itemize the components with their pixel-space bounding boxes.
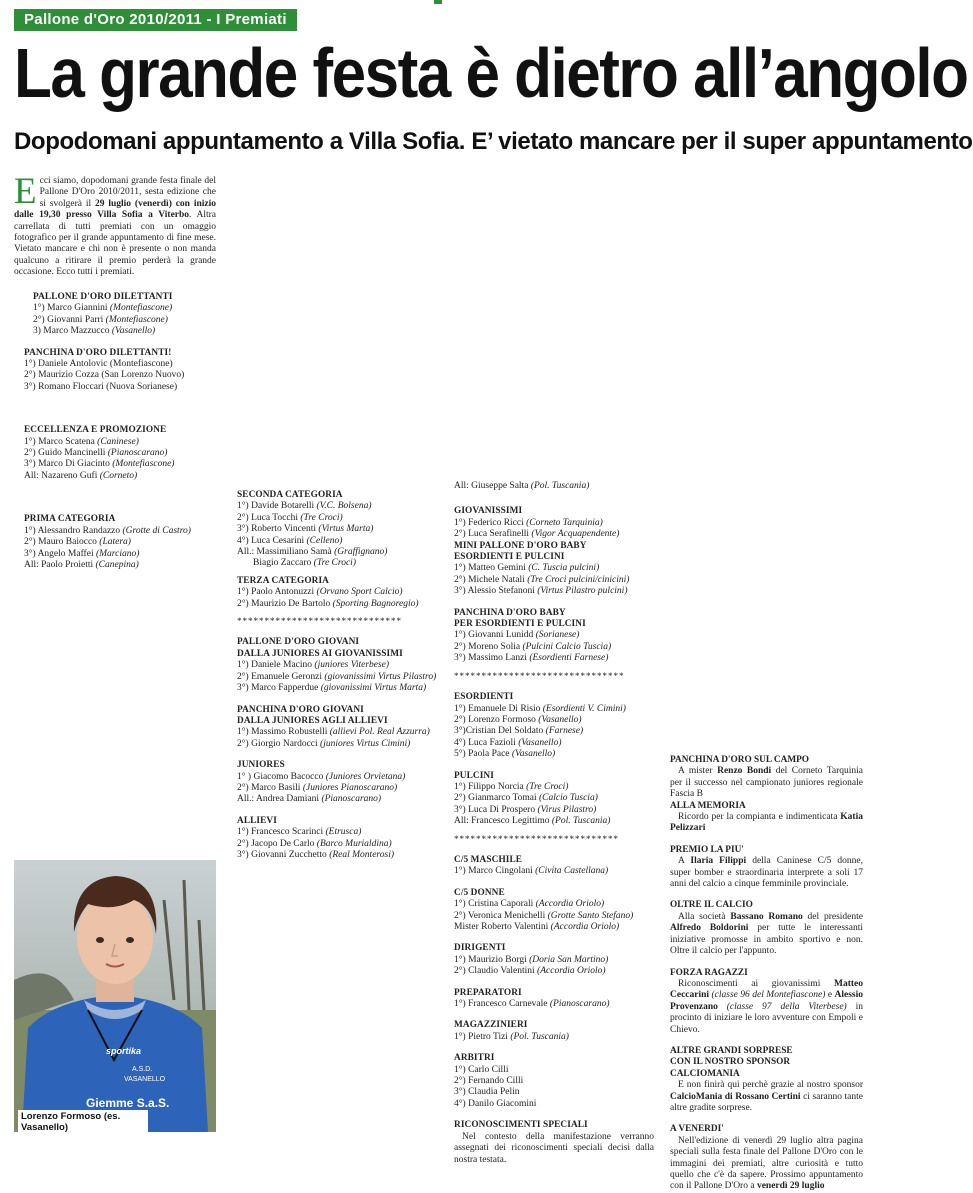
section-sorprese: ALTRE GRANDI SORPRESE CON IL NOSTRO SPONSOR CALCIOMANIA E non finirà qui perchè grazie al nostro sponsor CalcioMania di Rossano Certini ci saranno tante altre gradite sorprese. — [670, 1045, 863, 1113]
award-name: 2°) Lorenzo Formoso — [454, 714, 539, 725]
separator-stars: ****************************** — [454, 833, 619, 844]
award-name: 2°) Gianmarco Tomai — [454, 793, 540, 804]
award-team: (Tre Croci) — [300, 512, 343, 523]
award-team: (giovanissimi Virtus Pilastro) — [324, 671, 437, 682]
award-team: (Doria San Martino) — [529, 954, 609, 965]
award-team: (Pianoscarano) — [107, 448, 168, 459]
award-name: All: Francesco Legittimo — [454, 816, 552, 827]
section-panchina-giovani — [237, 705, 442, 751]
award-name: 2°) Giorgio Nardocci — [237, 738, 321, 749]
award-team: (Tre Croci) — [313, 558, 356, 569]
award-team: (Vasanello) — [518, 737, 562, 748]
award-name: 2°) Claudio Valentini — [454, 966, 538, 977]
dropcap: E — [14, 171, 37, 212]
section-subtitle: PER ESORDIENTI E PULCINI — [454, 619, 586, 630]
award-name: 2°) Marco Basili — [237, 782, 303, 793]
award-team: (Barco Murialdina) — [316, 838, 392, 849]
award-line — [24, 359, 224, 370]
column-3 — [454, 481, 659, 1166]
award-line — [454, 529, 659, 540]
award-line — [454, 715, 659, 726]
award-name: 2°) Emanuele Geronzi — [237, 671, 325, 682]
award-line — [454, 911, 659, 922]
award-team: (Grotte di Castro) — [122, 525, 191, 536]
section-prima-categoria — [24, 514, 224, 571]
section-title: GIOVANISSIMI — [454, 506, 523, 517]
award-line — [454, 1087, 659, 1098]
award-line — [24, 382, 224, 393]
section-title: PALLONE D'ORO DILETTANTI — [33, 292, 173, 302]
award-team: (Esordienti V. Cimini) — [542, 703, 626, 714]
award-team: (Virus Pilastro) — [537, 804, 597, 815]
award-team: (C. Tuscia pulcini) — [528, 563, 600, 574]
award-team: (Farnese) — [545, 726, 584, 737]
award-name: 3°) Massimo Lanzi — [454, 653, 530, 664]
award-name: 3°) Claudia Pelin — [454, 1087, 520, 1098]
award-team: (Vasanello) — [538, 714, 582, 725]
award-name: 2°) Jacopo De Carlo — [237, 838, 317, 849]
award-team: (Accordia Oriolo) — [550, 922, 620, 932]
award-team: (juniores Viterbese) — [314, 660, 390, 671]
award-name: 2°) Maurizio Cozza (San Lorenzo Nuovo) — [24, 370, 185, 381]
section-title: PANCHINA D'ORO BABY — [454, 607, 566, 618]
award-team: (Corneto Tarquinia) — [526, 517, 603, 528]
award-line — [454, 1032, 659, 1043]
section-title: ESORDIENTI — [454, 692, 514, 703]
section-a-venerdi: A VENERDI' Nell'edizione di venerdì 29 luglio altra pagina speciali sulla festa finale del Pallone D'Oro con le immagini dei premiati, altre curiosità e tutto quello che c'è da sapere. Prossimo appuntamento con il Pallone D'Oro a venerdì 29 luglio — [670, 1124, 863, 1192]
award-team: (juniores Virtus Cimini) — [320, 738, 411, 749]
section-esordienti — [454, 692, 659, 760]
section-memoria: ALLA MEMORIA Ricordo per la compianta e indimenticata Katia Pelizzari — [670, 800, 863, 834]
section-title: PRIMA CATEGORIA — [24, 514, 116, 525]
award-line — [237, 827, 442, 838]
intro-paragraph: Ecci siamo, dopodomani grande festa finale del Pallone D'Oro 2010/2011, sesta edizione che si svolgerà il 29 luglio (venerdì) con inizio dalle 19,30 presso Villa Sofia a Viterbo. Altra carrellata di tutti premiati con un omaggio fotografico per il grande appuntamento di fine mese. Vietato mancare e chi non è presente o non manda qualcuno a ritirare il premio perderà la grande occasione. Ecco tutti i premiati. — [14, 171, 216, 278]
shirt-brand: sportika — [106, 1046, 142, 1056]
subheadline: Dopodomani appuntamento a Villa Sofia. E’ vietato mancare per il super appuntamento — [14, 128, 973, 155]
award-line — [24, 459, 224, 470]
award-line — [237, 547, 442, 558]
award-line — [454, 518, 659, 529]
column-2 — [237, 490, 442, 861]
section-title: JUNIORES — [237, 760, 285, 771]
award-team: (Vasanello) — [111, 326, 156, 337]
award-team: (Pianoscarano) — [549, 999, 610, 1010]
section-subtitle: DALLA JUNIORES AGLI ALLIEVI — [237, 715, 388, 726]
award-name: All.: Massimiliano Samà — [237, 547, 335, 558]
award-name: 1°) Marco Cingolani — [454, 866, 536, 877]
award-line — [24, 549, 224, 560]
section-panchina-baby — [454, 608, 659, 665]
section-pulcini — [454, 771, 659, 828]
award-line — [237, 783, 442, 794]
award-name: 1°) Cristina Caporali — [454, 899, 536, 910]
headline: La grande festa è dietro all’angolo — [14, 35, 968, 113]
award-line — [454, 999, 659, 1010]
section-giovanissimi — [454, 506, 659, 540]
section-eccellenza — [24, 425, 224, 482]
section-dirigenti — [454, 943, 659, 977]
award-team: (Pulcini Calcio Tuscia) — [522, 641, 612, 652]
section-title: PALLONE D'ORO GIOVANI — [237, 637, 360, 648]
award-name: 3) Marco Mazzucco — [33, 326, 112, 337]
award-line — [24, 448, 224, 459]
award-team: (Tre Croci pulcini/cinicini) — [527, 574, 630, 585]
award-team: (Montefiascone) — [109, 303, 173, 314]
award-team: (Juniores Pianoscarano) — [302, 782, 398, 793]
award-team: (Pol. Tuscania) — [510, 1031, 569, 1042]
award-line — [237, 794, 442, 805]
award-name: 1°) Francesco Carnevale — [454, 999, 550, 1010]
section-arbitri — [454, 1053, 659, 1110]
award-line — [454, 899, 659, 910]
award-line — [237, 660, 442, 671]
award-name: 4°) Danilo Giacomini — [454, 1098, 537, 1109]
award-name: 3°) Marco Fapperdue — [237, 683, 321, 694]
award-line — [237, 727, 442, 738]
award-team: (Montefiascone) — [105, 314, 168, 325]
section-title: C/5 DONNE — [454, 887, 505, 898]
player-photo — [14, 860, 216, 1132]
award-name: 2°) Luca Tocchi — [237, 512, 301, 523]
award-team: (Civita Castellana) — [535, 866, 609, 877]
award-line — [33, 303, 224, 314]
award-line — [454, 726, 659, 737]
award-name: 2°) Maurizio De Bartolo — [237, 598, 333, 609]
award-name: 3°) Marco Di Giacinto — [24, 459, 113, 470]
award-name: 2°) Michele Natali — [454, 574, 528, 585]
award-team: (V.C. Bolsena) — [316, 501, 372, 512]
award-line — [33, 315, 224, 326]
award-line — [454, 575, 659, 586]
award-line — [454, 816, 659, 827]
award-name: 1°) Carlo Cilli — [454, 1064, 509, 1075]
section-panchina-dilettanti — [24, 348, 224, 394]
award-name: 2°) Moreno Solia — [454, 641, 523, 652]
award-team: (Marciano) — [95, 548, 140, 559]
section-title: PANCHINA D'ORO DILETTANTI! — [24, 347, 172, 358]
section-terza-categoria — [237, 576, 442, 610]
award-line — [454, 1065, 659, 1076]
coach-line: All: Giuseppe Salta (Pol. Tuscania) — [454, 481, 590, 491]
award-team: (Virtus Pilastro pulcini) — [537, 586, 628, 597]
award-name: 1°) Massimo Robustelli — [237, 727, 330, 738]
award-name: 3°) Roberto Vincenti — [237, 524, 319, 535]
section-title: PANCHINA D'ORO GIOVANI — [237, 704, 364, 715]
award-line — [454, 563, 659, 574]
top-marker — [434, 0, 442, 4]
award-line — [454, 966, 659, 977]
award-name: 2°) Giovanni Parri — [33, 314, 106, 325]
section-title: PREPARATORI — [454, 987, 522, 998]
section-title: DIRIGENTI — [454, 943, 506, 954]
section-allievi — [237, 816, 442, 862]
section-oltre-il-calcio: OLTRE IL CALCIO Alla società Bassano Romano del presidente Alfredo Boldorini per tutte le interessanti iniziative promosse in ambito sportivo e non. Oltre il calcio per l'appunto. — [670, 900, 864, 957]
section-magazzinieri — [454, 1020, 659, 1043]
award-team: (Sorianese) — [535, 630, 580, 641]
award-name: 1°) Francesco Scarinci — [237, 827, 326, 838]
award-name: 3°) Luca Di Prospero — [454, 804, 538, 815]
award-line — [237, 672, 442, 683]
award-line — [237, 587, 442, 598]
award-line — [454, 1099, 659, 1110]
award-team: (Esordienti Farnese) — [529, 653, 609, 664]
photo-illustration — [14, 860, 216, 1132]
award-name: 1°) Pietro Tizi — [454, 1031, 511, 1042]
award-name: 4°) Luca Fazioli — [454, 737, 519, 748]
section-subtitle: DALLA JUNIORES AI GIOVANISSIMI — [237, 648, 403, 659]
award-line — [24, 437, 224, 448]
award-line — [237, 501, 442, 512]
award-line — [454, 749, 659, 760]
award-team: (Etrusca) — [325, 827, 362, 838]
section-pallone-dilettanti — [24, 292, 224, 338]
award-team: (Corneto) — [99, 470, 138, 481]
award-team: (Vasanello) — [511, 749, 556, 760]
section-title: PULCINI — [454, 770, 494, 781]
award-name: 3°) Angelo Maffei — [24, 548, 96, 559]
award-line — [237, 839, 442, 850]
award-line — [454, 704, 659, 715]
award-line — [454, 866, 659, 877]
section-title: RICONOSCIMENTI SPECIALI — [454, 1120, 588, 1131]
award-line — [237, 739, 442, 750]
column-1 — [24, 292, 224, 571]
award-name: 2°) Mauro Baiocco — [24, 537, 100, 548]
award-name: 3°)Cristian Del Soldato — [454, 726, 546, 737]
award-name: All: Paolo Proietti — [24, 559, 96, 570]
award-name: Mister Roberto Valentini — [454, 922, 551, 932]
award-team: (Grotte Santo Stefano) — [547, 910, 634, 921]
award-name: 1°) Alessandro Randazzo — [24, 525, 123, 536]
award-team: (Vigor Acquapendente) — [531, 529, 620, 540]
section-text: Nel contesto della manifestazione verranno assegnati dei riconoscimenti speciali decisi dalla nostra testata. — [454, 1131, 654, 1165]
award-line — [454, 586, 659, 597]
award-team: (Real Monterosi) — [329, 849, 394, 860]
award-name: 3°) Alessio Stefanoni — [454, 586, 538, 597]
section-seconda-categoria — [237, 490, 442, 570]
award-team: (giovanissimi Virtus Marta) — [320, 683, 427, 694]
section-title: MAGAZZINIERI — [454, 1020, 528, 1031]
award-name: 1°) Emanuele Di Risio — [454, 703, 543, 714]
award-line — [24, 471, 224, 482]
section-pallone-giovani — [237, 637, 442, 694]
award-line — [33, 326, 224, 337]
award-team: (Virtus Marta) — [318, 524, 374, 535]
section-title: TERZA CATEGORIA — [237, 575, 329, 586]
award-team: (Pianoscarano) — [321, 794, 382, 805]
award-line — [454, 793, 659, 804]
award-line — [454, 922, 659, 933]
award-team: (Accordia Oriolo) — [535, 899, 605, 910]
award-line — [237, 850, 442, 861]
award-team: (Latera) — [99, 537, 131, 548]
column-4 — [670, 755, 863, 1193]
award-name: 2°) Luca Serafinelli — [454, 529, 532, 540]
section-preparatori — [454, 988, 659, 1011]
photo-caption: Lorenzo Formoso (es. Vasanello) — [18, 1110, 148, 1134]
award-name: 1° ) Giacomo Bacocco — [237, 771, 326, 782]
award-line — [24, 560, 224, 571]
award-team: (Calcio Tuscia) — [539, 793, 598, 804]
award-name: 4°) Luca Cesarini — [237, 535, 307, 546]
award-line — [454, 642, 659, 653]
award-line — [237, 513, 442, 524]
award-line — [454, 805, 659, 816]
award-line — [454, 1076, 659, 1087]
award-name: 1°) Federico Ricci — [454, 517, 527, 528]
award-line — [237, 558, 442, 569]
award-line — [24, 370, 224, 381]
award-line — [24, 526, 224, 537]
award-name: 1°) Paolo Antonuzzi — [237, 587, 317, 598]
section-kicker: Pallone d'Oro 2010/2011 - I Premiati — [14, 9, 297, 31]
award-name: All: Nazareno Gufi — [24, 470, 100, 481]
award-name: 1°) Daniele Macino — [237, 660, 315, 671]
section-riconoscimenti — [454, 1120, 659, 1166]
award-line — [237, 683, 442, 694]
award-team: (Celleno) — [306, 535, 343, 546]
section-panchina-campo: PANCHINA D'ORO SUL CAMPO A mister Renzo Bondi del Corneto Tarquinia per il successo nel campionato juniores regionale Fascia B — [670, 755, 863, 800]
section-premio-la-piu: PREMIO LA PIU' A Ilaria Filippi della Caninese C/5 donne, super bomber e straordinaria interprete a soli 17 anni del calcio a cinque femminile provinciale. — [670, 844, 864, 890]
award-name: 1°) Marco Scatena — [24, 436, 98, 447]
award-line — [454, 955, 659, 966]
award-name: 1°) Marco Giannini — [33, 303, 110, 314]
award-name: 1°) Filippo Norcia — [454, 781, 527, 792]
award-line — [237, 772, 442, 783]
award-line — [237, 524, 442, 535]
award-name: 3°) Romano Floccari (Nuova Sorianese) — [24, 381, 178, 392]
award-name: Biagio Zaccaro — [253, 558, 314, 569]
section-title: MINI PALLONE D'ORO BABY — [454, 540, 587, 551]
award-line — [24, 537, 224, 548]
section-title: C/5 MASCHILE — [454, 854, 523, 865]
award-name: 2°) Guido Mancinelli — [24, 448, 108, 459]
section-c5-maschile — [454, 855, 659, 878]
award-team: (Montefiascone) — [112, 459, 175, 470]
section-title: ARBITRI — [454, 1053, 495, 1064]
award-line — [454, 782, 659, 793]
section-subtitle: ESORDIENTI E PULCINI — [454, 552, 565, 563]
award-team: (Caninese) — [97, 436, 139, 447]
shirt-sponsor: Giemme S.a.S. — [86, 1096, 170, 1110]
award-team: (Accordia Oriolo) — [537, 966, 606, 977]
award-name: 1°) Daniele Antolovic (Montefiascone) — [24, 359, 173, 370]
award-team: (Canepina) — [95, 559, 139, 570]
award-name: All.: Andrea Damiani — [237, 794, 322, 805]
section-title: SECONDA CATEGORIA — [237, 490, 343, 500]
award-name: 1°) Giovanni Lunidd — [454, 630, 536, 641]
award-team: (Juniores Orvietana) — [325, 771, 406, 782]
separator-stars: ******************************* — [454, 670, 625, 681]
award-team: (Sporting Bagnoregio) — [332, 598, 419, 609]
section-forza-ragazzi: FORZA RAGAZZI Riconoscimenti ai giovanissimi Matteo Ceccarini (classe 96 del Montefiascone) e Alessio Provenzano (classe 97 della Viterbese) in procinto di iniziare le loro avventure con Empoli e Chievo. — [670, 967, 864, 1035]
award-line — [237, 599, 442, 610]
award-name: 2°) Veronica Menichelli — [454, 910, 548, 921]
award-line — [454, 653, 659, 664]
award-name: 1°) Matteo Gemini — [454, 563, 529, 574]
award-team: (Tre Croci) — [526, 781, 569, 792]
award-team: (Orvano Sport Calcio) — [316, 587, 403, 598]
section-title: ALLIEVI — [237, 815, 277, 826]
award-name: 3°) Giovanni Zucchetto — [237, 849, 330, 860]
section-juniores — [237, 760, 442, 806]
section-mini-pallone — [454, 541, 659, 598]
award-line — [237, 536, 442, 547]
award-team: (Graffignano) — [334, 547, 388, 558]
separator-stars: ****************************** — [237, 616, 402, 627]
award-team: (Pol. Tuscania) — [551, 816, 611, 827]
award-name: 1°) Davide Botarelli — [237, 501, 317, 512]
award-name: 2°) Fernando Cilli — [454, 1076, 524, 1087]
section-title: ECCELLENZA E PROMOZIONE — [24, 425, 167, 436]
shirt-badge-line2: VASANELLO — [124, 1076, 166, 1083]
award-name: 1°) Maurizio Borgi — [454, 954, 530, 965]
award-name: 5°) Paola Pace — [454, 749, 512, 760]
award-line — [454, 630, 659, 641]
section-c5-donne — [454, 888, 659, 934]
shirt-badge-line1: A.S.D. — [132, 1066, 153, 1073]
award-team: (allievi Pol. Real Azzurra) — [329, 727, 430, 738]
award-line — [454, 738, 659, 749]
